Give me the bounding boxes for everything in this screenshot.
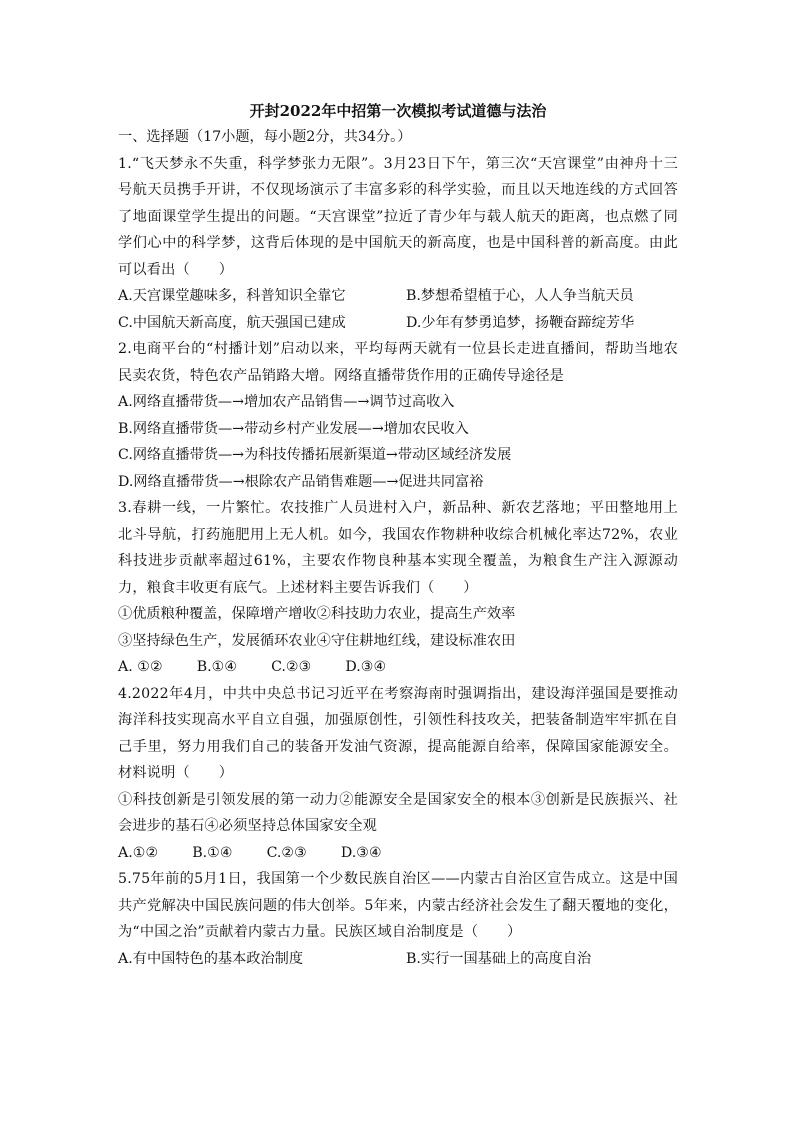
question-3-option-d: D.③④ bbox=[345, 659, 387, 675]
question-5-option-a: A.有中国特色的基本政治制度 bbox=[118, 950, 304, 967]
section-heading: 一、选择题（17小题，每小题2分，共34分。） bbox=[118, 129, 412, 145]
question-2-option-d: D.网络直播带货—→根除农产品销售难题—→促进共同富裕 bbox=[118, 473, 484, 490]
question-4-options bbox=[118, 840, 678, 867]
question-2-option-a: A.网络直播带货—→增加农产品销售—→调节过高收入 bbox=[118, 394, 455, 410]
question-4-statement-1: ①科技创新是引领发展的第一动力②能源安全是国家安全的根本③创新是民族振兴、社会进步的基石④必须坚持总体国家安全观 bbox=[118, 791, 678, 834]
question-3-option-c: C.②③ bbox=[271, 659, 312, 675]
question-4-option-c: C.②③ bbox=[266, 844, 307, 861]
question-1-option-d: D.少年有梦勇追梦，扬鞭奋蹄绽芳华 bbox=[406, 314, 635, 331]
question-3-options bbox=[118, 654, 678, 681]
exam-title: 开封2022年中招第一次模拟考试道德与法治 bbox=[249, 102, 547, 120]
question-1-option-b: B.梦想希望植于心，人人争当航天员 bbox=[406, 288, 634, 304]
question-3-statement-2: ③坚持绿色生产，发展循环农业④守住耕地红线，建设标准农田 bbox=[118, 632, 516, 649]
question-4-option-a: A.①② bbox=[118, 844, 159, 861]
question-3-option-a: A. ①② bbox=[118, 659, 163, 675]
question-2-stem: 2.电商平台的“村播计划”启动以来，平均每两天就有一位县长走进直播间，帮助当地农民卖农货，特色农产品销路大增。网络直播带货作用的正确传导途径是 bbox=[118, 341, 678, 384]
question-5-option-b: B.实行一国基础上的高度自治 bbox=[406, 950, 592, 967]
question-1-option-c: C.中国航天新高度，航天强国已建成 bbox=[118, 314, 346, 331]
question-1-options-row-2 bbox=[118, 310, 678, 337]
exam-content bbox=[118, 98, 678, 972]
question-3-stem: 3.春耕一线，一片繁忙。农技推广人员进村入户，新品种、新农艺落地；平田整地用上北斗导航，打药施肥用上无人机。如今，我国农作物耕种收综合机械化率达72%，农业科技进步贡献率超过61%，主要农作物良种基本实现全覆盖，为粮食生产注入源源动力，粮食丰收更有底气。上述材料主要告诉我们（ ） bbox=[118, 500, 678, 596]
question-5-stem: 5.75年前的5月1日，我国第一个少数民族自治区——内蒙古自治区宣告成立。这是中国共产党解决中国民族问题的伟大创举。5年来，内蒙古经济社会发生了翻天覆地的变化，为“中国之治”贡献着内蒙古力量。民族区域自治制度是（ ） bbox=[118, 871, 678, 940]
question-4-option-d: D.③④ bbox=[340, 844, 382, 861]
question-4-stem: 4.2022年4月，中共中央总书记习近平在考察海南时强调指出，建设海洋强国是要推动海洋科技实现高水平自立自强，加强原创性，引领性科技攻关，把装备制造牢牢抓在自己手里，努力用我们自己的装备开发油气资源，提高能源自给率，保障国家能源安全。材料说明（ ） bbox=[118, 685, 678, 781]
question-2-option-c: C.网络直播带货—→为科技传播拓展新渠道→带动区域经济发展 bbox=[118, 447, 512, 463]
question-3-statement-1: ①优质粮种覆盖，保障增产增收②科技助力农业，提高生产效率 bbox=[118, 606, 516, 622]
question-1-options-row-1 bbox=[118, 283, 678, 310]
question-1-stem: 1.“飞天梦永不失重，科学梦张力无限”。3月23日下午，第三次“天宫课堂”由神舟十三号航天员携手开讲，不仅现场演示了丰富多彩的科学实验，而且以天地连线的方式回答了地面课堂学生提出的问题。“天宫课堂”拉近了青少年与载人航天的距离，也点燃了同学们心中的科学梦，这背后体现的是中国航天的新高度，也是中国科普的新高度。由此可以看出（ ） bbox=[118, 155, 678, 278]
question-3-option-b: B.①④ bbox=[196, 659, 238, 675]
question-4-option-b: B.①④ bbox=[192, 844, 233, 861]
question-2-option-b: B.网络直播带货—→带动乡村产业发展—→增加农民收入 bbox=[118, 420, 469, 437]
question-1-option-a: A.天宫课堂趣味多，科普知识全靠它 bbox=[118, 288, 346, 304]
question-5-options-row-1 bbox=[118, 946, 678, 973]
